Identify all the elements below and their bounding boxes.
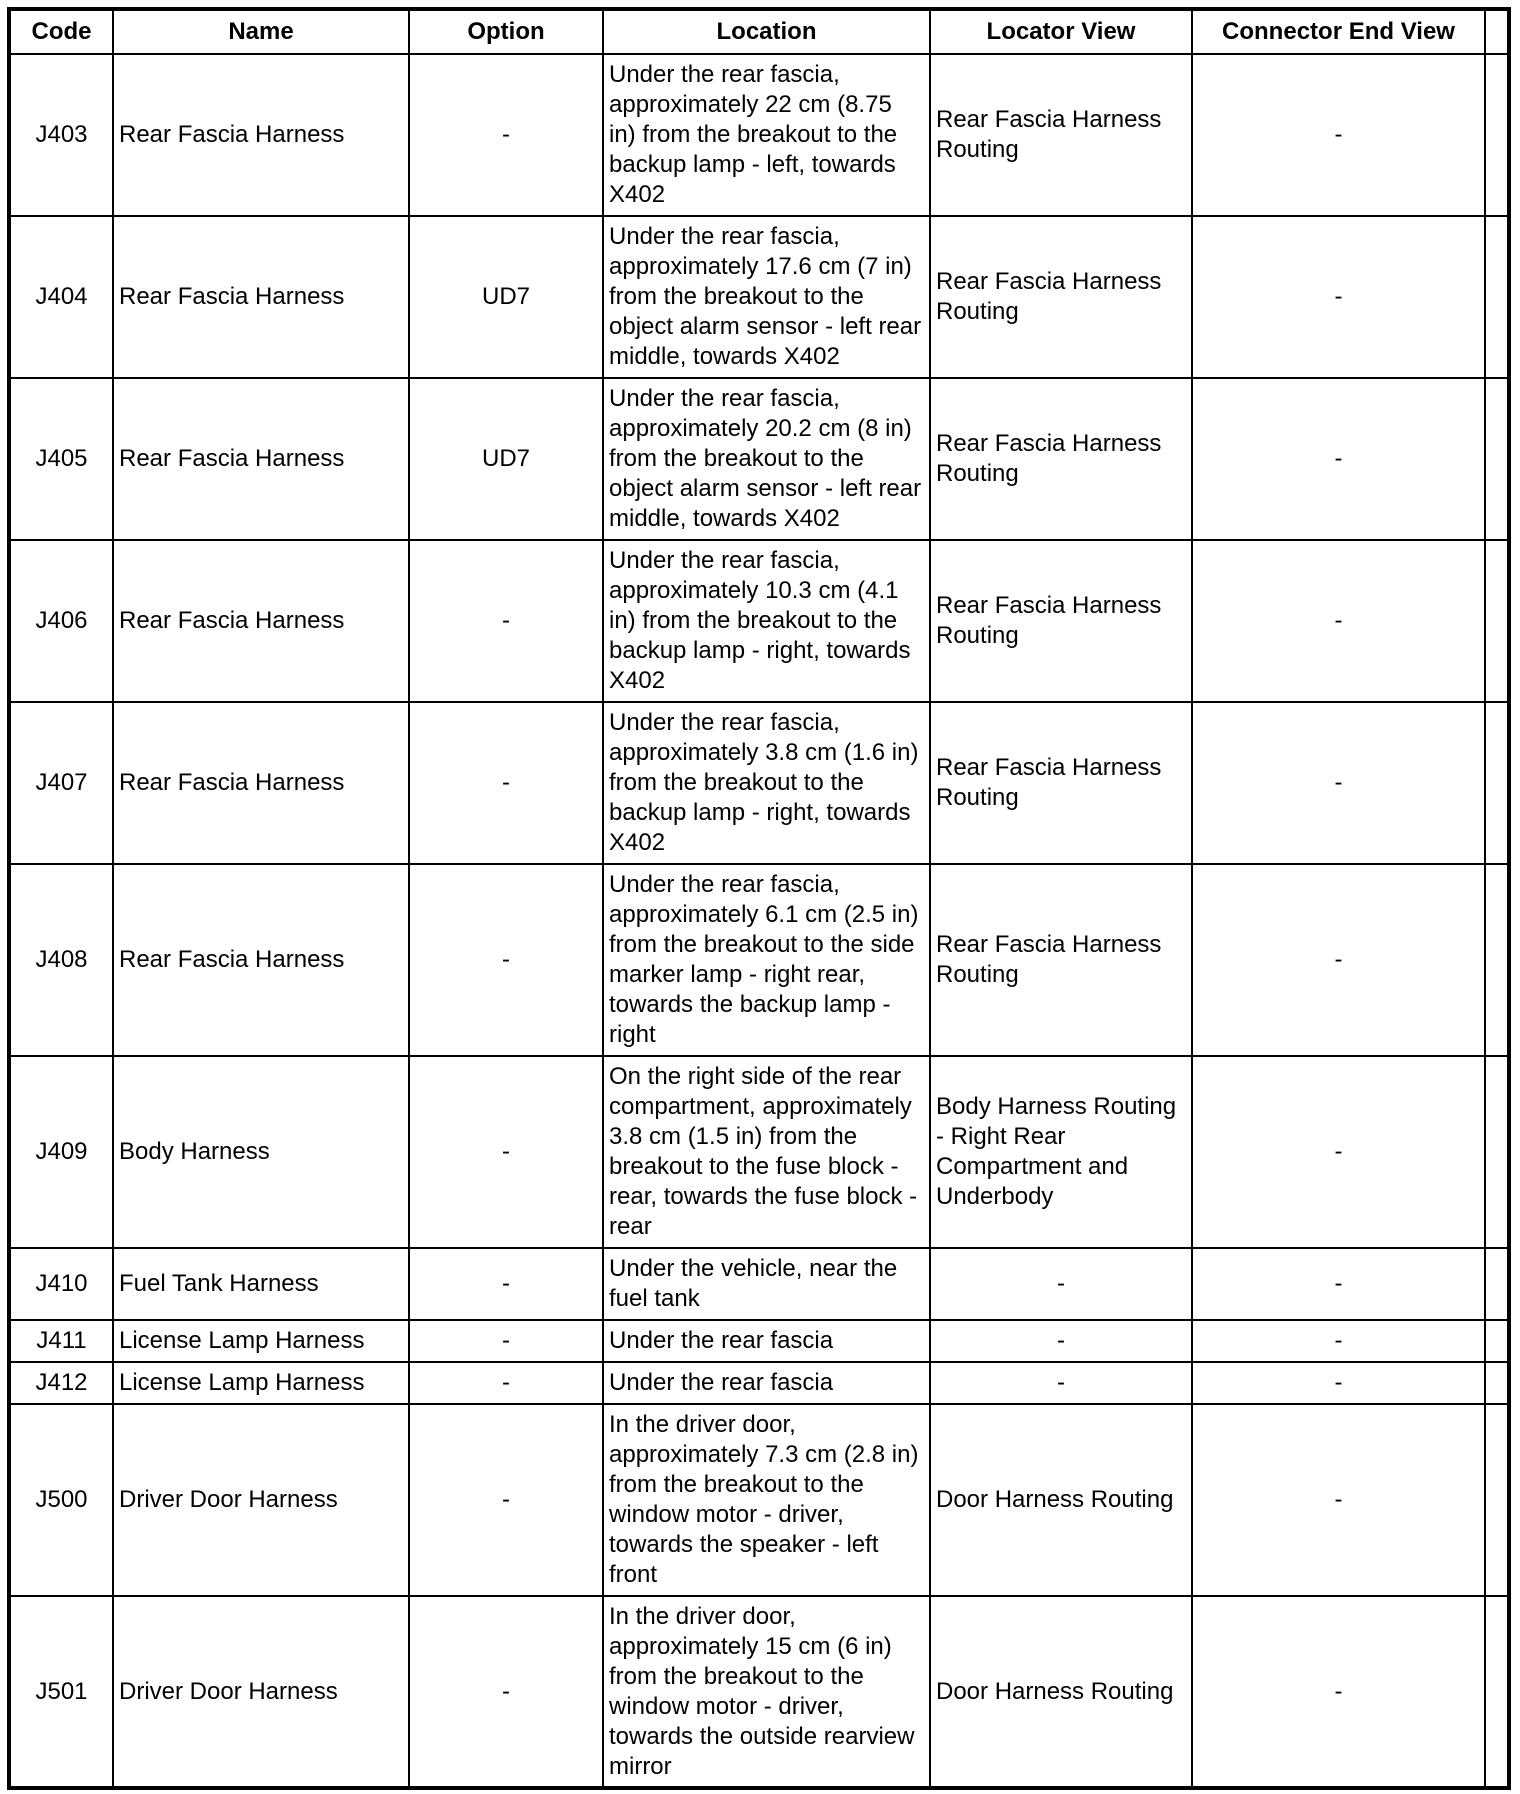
cell-option: -: [409, 1362, 603, 1404]
cell-locator-view: Rear Fascia Harness Routing: [930, 702, 1192, 864]
cell-name: License Lamp Harness: [113, 1362, 409, 1404]
cell-option: -: [409, 1596, 603, 1788]
cell-locator-view: -: [930, 1320, 1192, 1362]
cell-option: -: [409, 1404, 603, 1596]
cell-locator-view: Door Harness Routing: [930, 1404, 1192, 1596]
cell-code: J405: [9, 378, 113, 540]
cell-connector-end-view: -: [1192, 540, 1485, 702]
cell-connector-end-view: -: [1192, 1596, 1485, 1788]
cell-name: Driver Door Harness: [113, 1596, 409, 1788]
table-row: [9, 702, 1509, 864]
header-option: Option: [409, 9, 603, 54]
cell-option: -: [409, 1320, 603, 1362]
cell-location: Under the rear fascia, approximately 17.6 cm (7 in) from the breakout to the object alarm sensor - left rear middle, towards X402: [603, 216, 930, 378]
cell-connector-end-view: -: [1192, 1404, 1485, 1596]
header-connector-end-view: Connector End View: [1192, 9, 1485, 54]
table-header-row: [9, 9, 1509, 54]
cell-code: J411: [9, 1320, 113, 1362]
cell-location: Under the rear fascia: [603, 1362, 930, 1404]
cell-location: Under the rear fascia, approximately 3.8 cm (1.6 in) from the breakout to the backup lamp - right, towards X402: [603, 702, 930, 864]
cell-location: Under the rear fascia, approximately 6.1 cm (2.5 in) from the breakout to the side marker lamp - right rear, towards the backup lamp - right: [603, 864, 930, 1056]
cell-name: Rear Fascia Harness: [113, 54, 409, 216]
cell-code: J406: [9, 540, 113, 702]
cell-locator-view: Rear Fascia Harness Routing: [930, 540, 1192, 702]
cell-connector-end-view: -: [1192, 1056, 1485, 1248]
cell-locator-view: Rear Fascia Harness Routing: [930, 216, 1192, 378]
cell-locator-view: Door Harness Routing: [930, 1596, 1192, 1788]
cell-name: Rear Fascia Harness: [113, 216, 409, 378]
cell-locator-view: -: [930, 1362, 1192, 1404]
cell-code: J403: [9, 54, 113, 216]
cell-name: Rear Fascia Harness: [113, 378, 409, 540]
connector-table-container: [7, 7, 1507, 1790]
cell-code: J500: [9, 1404, 113, 1596]
cell-connector-end-view: -: [1192, 702, 1485, 864]
cell-location: Under the rear fascia, approximately 10.3 cm (4.1 in) from the breakout to the backup lamp - right, towards X402: [603, 540, 930, 702]
table-row: [9, 54, 1509, 216]
header-name: Name: [113, 9, 409, 54]
cell-connector-end-view: -: [1192, 864, 1485, 1056]
table-row: [9, 1404, 1509, 1596]
cell-connector-end-view: -: [1192, 378, 1485, 540]
header-location: Location: [603, 9, 930, 54]
header-empty-column: [1485, 9, 1509, 54]
cell-option: -: [409, 1248, 603, 1320]
cell-code: J407: [9, 702, 113, 864]
table-row: [9, 1056, 1509, 1248]
cell-option: -: [409, 54, 603, 216]
cell-connector-end-view: -: [1192, 1320, 1485, 1362]
cell-empty: [1485, 216, 1509, 378]
inline-connector-table: [7, 7, 1511, 1790]
cell-connector-end-view: -: [1192, 216, 1485, 378]
cell-empty: [1485, 864, 1509, 1056]
header-locator-view: Locator View: [930, 9, 1192, 54]
cell-connector-end-view: -: [1192, 54, 1485, 216]
cell-empty: [1485, 1596, 1509, 1788]
cell-code: J501: [9, 1596, 113, 1788]
cell-locator-view: Body Harness Routing - Right Rear Compartment and Underbody: [930, 1056, 1192, 1248]
cell-code: J409: [9, 1056, 113, 1248]
cell-name: Driver Door Harness: [113, 1404, 409, 1596]
cell-empty: [1485, 1320, 1509, 1362]
cell-empty: [1485, 54, 1509, 216]
cell-empty: [1485, 702, 1509, 864]
cell-location: Under the rear fascia: [603, 1320, 930, 1362]
cell-locator-view: Rear Fascia Harness Routing: [930, 54, 1192, 216]
cell-option: UD7: [409, 216, 603, 378]
table-row: [9, 1362, 1509, 1404]
cell-empty: [1485, 1362, 1509, 1404]
cell-location: In the driver door, approximately 15 cm (6 in) from the breakout to the window motor - driver, towards the outside rearview mirror: [603, 1596, 930, 1788]
cell-empty: [1485, 1248, 1509, 1320]
cell-name: License Lamp Harness: [113, 1320, 409, 1362]
table-row: [9, 1248, 1509, 1320]
cell-name: Rear Fascia Harness: [113, 702, 409, 864]
cell-locator-view: Rear Fascia Harness Routing: [930, 378, 1192, 540]
table-row: [9, 216, 1509, 378]
cell-option: -: [409, 1056, 603, 1248]
cell-location: In the driver door, approximately 7.3 cm (2.8 in) from the breakout to the window motor - driver, towards the speaker - left front: [603, 1404, 930, 1596]
table-row: [9, 378, 1509, 540]
cell-code: J404: [9, 216, 113, 378]
header-code: Code: [9, 9, 113, 54]
cell-name: Body Harness: [113, 1056, 409, 1248]
cell-location: Under the vehicle, near the fuel tank: [603, 1248, 930, 1320]
cell-empty: [1485, 1056, 1509, 1248]
cell-empty: [1485, 378, 1509, 540]
cell-option: UD7: [409, 378, 603, 540]
cell-empty: [1485, 540, 1509, 702]
cell-empty: [1485, 1404, 1509, 1596]
cell-connector-end-view: -: [1192, 1248, 1485, 1320]
table-row: [9, 1320, 1509, 1362]
cell-option: -: [409, 702, 603, 864]
cell-name: Rear Fascia Harness: [113, 540, 409, 702]
cell-locator-view: -: [930, 1248, 1192, 1320]
table-row: [9, 540, 1509, 702]
cell-code: J410: [9, 1248, 113, 1320]
cell-name: Rear Fascia Harness: [113, 864, 409, 1056]
cell-connector-end-view: -: [1192, 1362, 1485, 1404]
cell-code: J408: [9, 864, 113, 1056]
cell-location: Under the rear fascia, approximately 22 cm (8.75 in) from the breakout to the backup lamp - left, towards X402: [603, 54, 930, 216]
cell-location: On the right side of the rear compartment, approximately 3.8 cm (1.5 in) from the breakout to the fuse block - rear, towards the fuse block - rear: [603, 1056, 930, 1248]
cell-location: Under the rear fascia, approximately 20.2 cm (8 in) from the breakout to the object alarm sensor - left rear middle, towards X402: [603, 378, 930, 540]
cell-code: J412: [9, 1362, 113, 1404]
table-row: [9, 1596, 1509, 1788]
table-row: [9, 864, 1509, 1056]
cell-option: -: [409, 864, 603, 1056]
cell-name: Fuel Tank Harness: [113, 1248, 409, 1320]
cell-option: -: [409, 540, 603, 702]
cell-locator-view: Rear Fascia Harness Routing: [930, 864, 1192, 1056]
